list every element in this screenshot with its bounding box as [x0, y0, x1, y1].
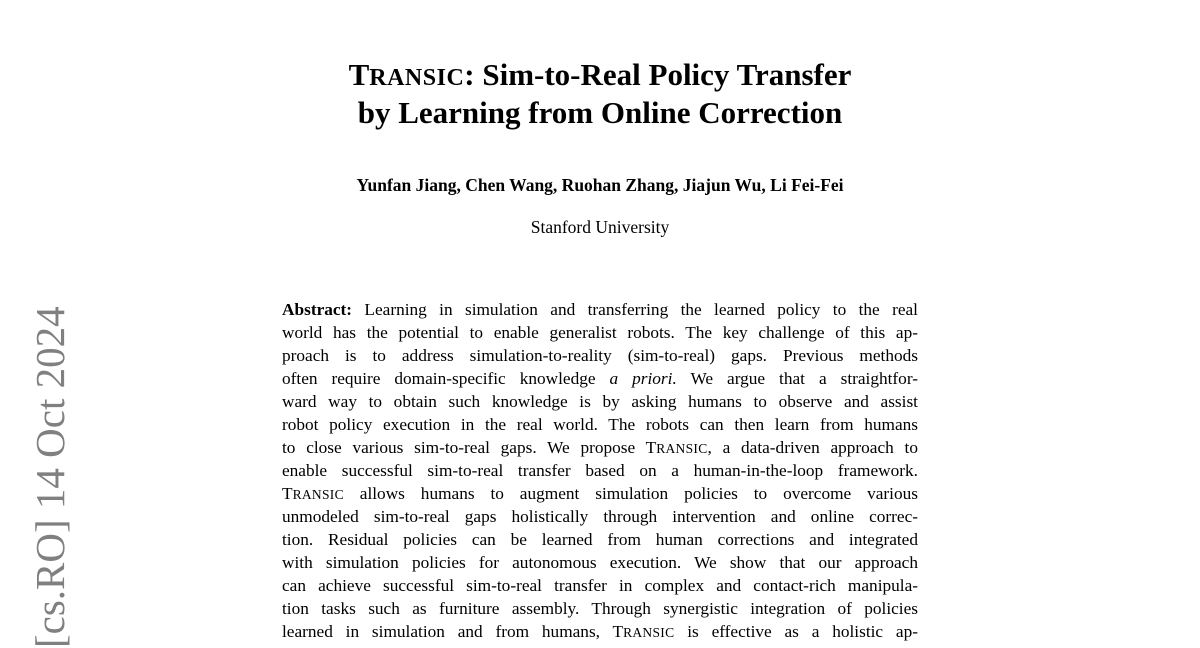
abstract-line: ward way to obtain such knowledge is by asking humans to observe and assist	[282, 392, 918, 411]
abstract-line: robot policy execution in the real world. The robots can then learn from humans	[282, 415, 918, 434]
abstract-line: enable successful sim-to-real transfer based on a human-in-the-loop framework.	[282, 461, 918, 480]
abstract-line: Abstract: Learning in simulation and transferring the learned policy to the real	[282, 300, 918, 319]
affiliation: Stanford University	[530, 217, 670, 237]
arxiv-stamp: [cs.RO] 14 Oct 2024	[27, 306, 73, 648]
method-name-initial: T	[612, 622, 624, 641]
abstract-line: to close various sim-to-real gaps. We propose TRANSIC, a data-driven approach to	[282, 438, 918, 457]
paper-title-line1	[0, 56, 1200, 97]
title-name-smallcaps: RANSIC	[369, 65, 465, 91]
method-name-smallcaps: RANSIC	[292, 487, 344, 502]
abstract-line: learned in simulation and from humans, TRANSIC is effective as a holistic ap-	[282, 622, 918, 641]
abstract-line: can achieve successful sim-to-real transfer in complex and contact-rich manipula-	[282, 576, 918, 595]
abstract-line: unmodeled sim-to-real gaps holistically through intervention and online correc-	[282, 507, 918, 526]
title-line1-rest: : Sim-to-Real Policy Transfer	[464, 57, 852, 92]
method-name-initial: T	[282, 484, 293, 503]
abstract-line: proach is to address simulation-to-reality (sim-to-real) gaps. Previous methods	[282, 346, 918, 365]
author-list: Yunfan Jiang, Chen Wang, Ruohan Zhang, Jiajun Wu, Li Fei-Fei	[356, 175, 844, 195]
italic-a-priori: a priori.	[609, 369, 677, 388]
abstract-line: often require domain-specific knowledge a priori. We argue that a straightfor-	[282, 369, 918, 388]
abstract	[282, 298, 918, 643]
method-name-smallcaps: RANSIC	[656, 441, 708, 456]
method-name-smallcaps: RANSIC	[623, 625, 675, 640]
abstract-line: tion. Residual policies can be learned from human corrections and integrated	[282, 530, 918, 549]
abstract-line: with simulation policies for autonomous execution. We show that our approach	[282, 553, 918, 572]
method-name-initial: T	[645, 438, 657, 457]
title-name-initial: T	[348, 57, 370, 92]
abstract-label: Abstract:	[282, 300, 353, 319]
abstract-line: tion tasks such as furniture assembly. Through synergistic integration of policies	[282, 599, 918, 618]
abstract-line: world has the potential to enable generalist robots. The key challenge of this ap-	[282, 323, 918, 342]
abstract-line: TRANSIC allows humans to augment simulation policies to overcome various	[282, 484, 918, 503]
paper-title-line2: by Learning from Online Correction	[357, 95, 843, 130]
